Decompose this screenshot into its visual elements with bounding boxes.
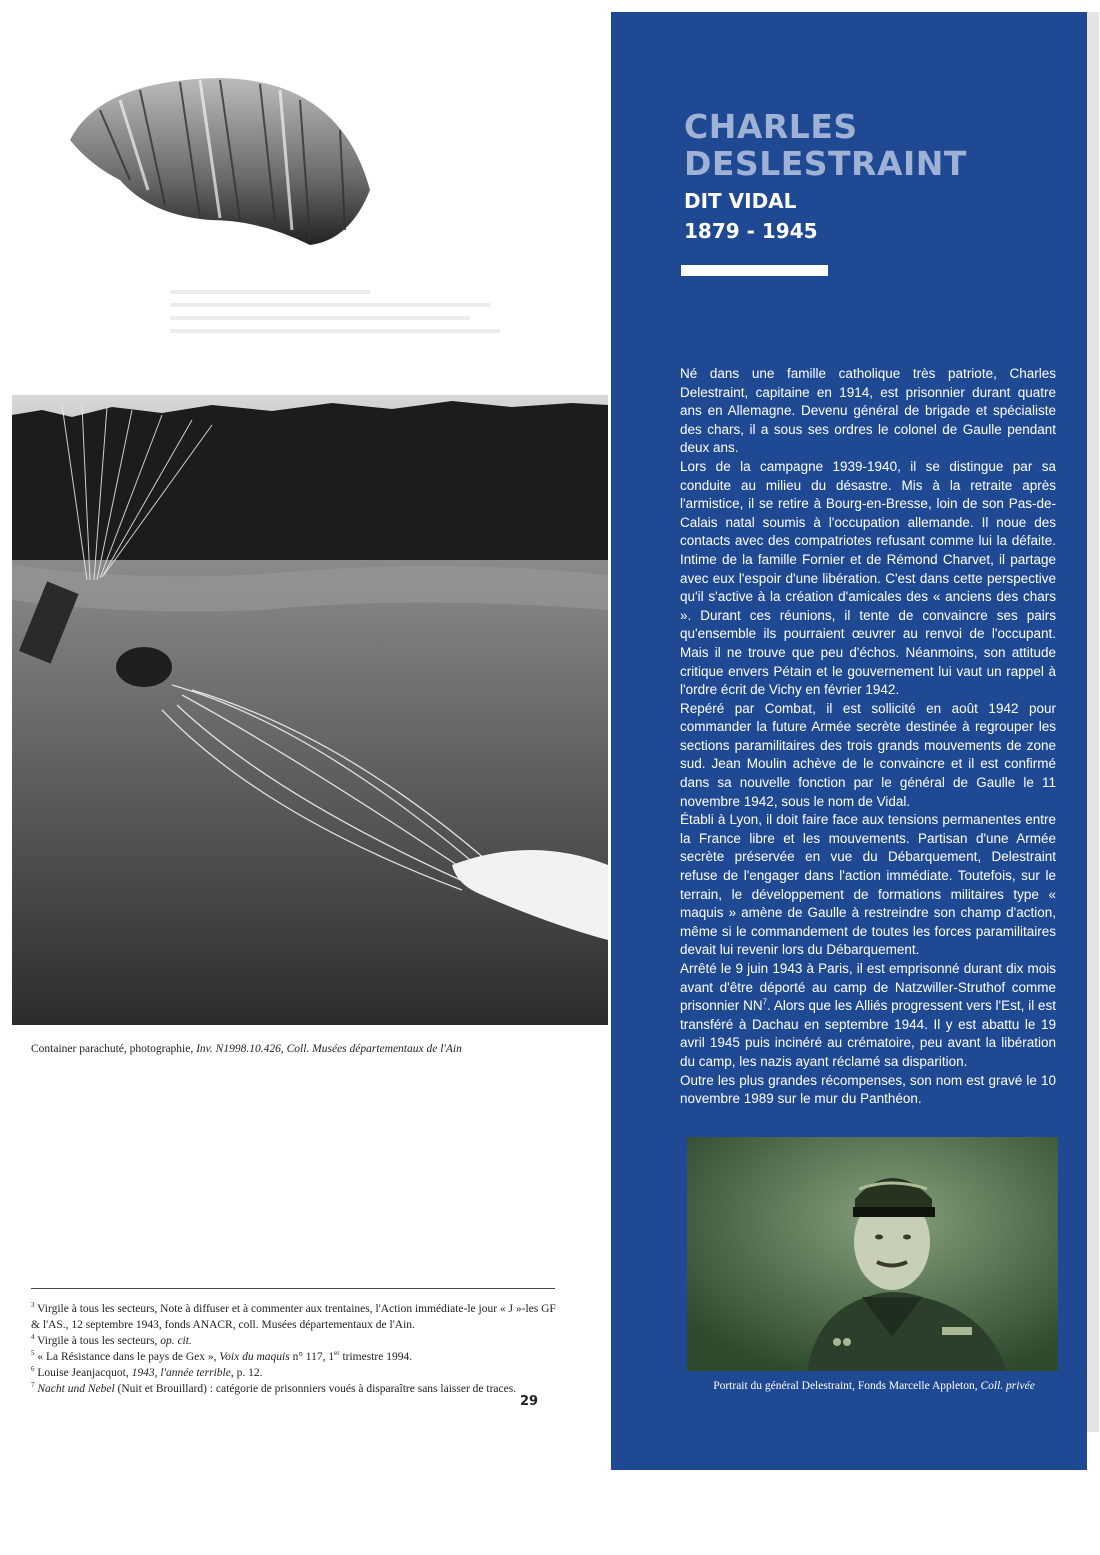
title-underline-bar <box>681 265 828 276</box>
bio-paragraph-1: Né dans une famille catholique très patriote, Charles Delestraint, capitaine en 1914, est prisonnier durant quatre ans en Allemagne. Devenu général de brigade et spécialiste des chars, il a sous ses ordres le colonel de Gaulle pendant deux ans. <box>680 366 1056 456</box>
footnote-4: $^4$ Virgile à tous les secteurs, op. cit. <box>31 1333 192 1347</box>
parachute-canopy-photo <box>60 70 390 285</box>
footnote-3: $^3$ Virgile à tous les secteurs, Note à diffuser et à commenter aux trentaines, l'Action immédiate-le jour « J »-les GF & l'AS., 12 septembre 1943, fonds ANACR, coll. Musées départementaux de l'Ain. <box>31 1301 556 1331</box>
footnotes <box>31 1301 566 1397</box>
title-years: 1879 - 1945 <box>684 219 818 243</box>
title-last-name: DESLESTRAINT <box>684 144 967 183</box>
bio-paragraph-3: Repéré par Combat, il est sollicité en août 1942 pour commander la future Armée secrète destinée à regrouper les sections paramilitaires des trois grands mouvements de zone sud. Jean Moulin achève de le convaincre et il est confirmé dans sa nouvelle fonction par le général de Gaulle le 11 novembre 1942, sous le nom de Vidal. <box>680 700 1056 809</box>
title-alias: DIT VIDAL <box>684 189 797 213</box>
panel-title <box>684 108 967 246</box>
general-portrait-photo <box>687 1137 1058 1371</box>
footnote-5: $^5$ « La Résistance dans le pays de Gex », Voix du maquis n° 117, 1er trimestre 1994. <box>31 1349 413 1363</box>
bio-paragraph-5: Arrêté le 9 juin 1943 à Paris, il est emprisonné durant dix mois avant d'être déporté au camp de Natzwiller-Struthof comme prisonnier $NN^7$. Alors que les Alliés progressent vers l'Est, il est transféré à Dachau en septembre 1944. Il y est abattu le 19 avril 1945 puis incinéré au crématoire, peu avant la libération du camp, les nazis ayant réclamé sa disparition. <box>680 961 1057 1069</box>
bio-paragraph-4: Établi à Lyon, il doit faire face aux tensions permanentes entre la France libre et les mouvements. Partisan d'une Armée secrète préservée en vue du Débarquement, Delestraint refuse de l'engager dans l'action immédiate. Toutefois, sur le terrain, le développement de formations militaires type « maquis » amène de Gaulle à restreindre son champ d'action, même si le commandement de toutes les forces paramilitaires devait lui revenir lors du Débarquement. <box>680 812 1056 958</box>
footnote-divider <box>31 1288 555 1289</box>
photo-caption <box>31 1043 462 1055</box>
footnote-7: $^7$ Nacht und Nebel (Nuit et Brouillard) : catégorie de prisonniers voués à disparaître sans laisser de traces. <box>31 1381 517 1395</box>
portrait-caption-collection: Coll. privée <box>980 1380 1035 1392</box>
page-number: 29 <box>520 1394 539 1409</box>
biography-text <box>680 365 1056 1109</box>
bio-paragraph-2: Lors de la campagne 1939-1940, il se distingue par sa conduite au milieu du désastre. Mis à la retraite après l'armistice, il se retire à Bourg-en-Bresse, loin de son Pas-de-Calais natal soumis à l'occupation allemande. Il noue des contacts avec des compatriotes refusant comme lui la défaite. Intime de la famille Fornier et de Rémond Charvet, il partage avec eux l'espoir d'une libération. C'est dans cette perspective qu'il s'active à la création d'amicales des « anciens des chars ». Durant ces réunions, il tente de convaincre ses pairs qu'ensemble ils pourraient œuvrer au renvoi de l'occupant. Mais il ne trouve que peu d'échos. Néanmoins, son attitude critique envers Pétain et le gouvernement lui vaut un rappel à l'ordre écrit de Vichy en février 1942. <box>680 458 1056 698</box>
photo-caption-text: Container parachuté, photographie, <box>31 1043 194 1055</box>
footnote-6: $^6$ Louise Jeanjacquot, 1943, l'année terrible, p. 12. <box>31 1365 263 1379</box>
photo-caption-inventory: Inv. N1998.10.426, Coll. Musées départementaux de l'Ain <box>196 1043 462 1055</box>
bleed-through-text <box>170 285 520 345</box>
portrait-caption-text: Portrait du général Delestraint, Fonds Marcelle Appleton, <box>713 1380 978 1392</box>
panel-edge-shadow <box>1087 12 1099 1432</box>
container-parachute-photo <box>12 395 608 1025</box>
portrait-caption <box>689 1380 1059 1392</box>
title-first-name: CHARLES <box>684 107 858 146</box>
bio-paragraph-6: Outre les plus grandes récompenses, son nom est gravé le 10 novembre 1989 sur le mur du Panthéon. <box>680 1072 1056 1107</box>
